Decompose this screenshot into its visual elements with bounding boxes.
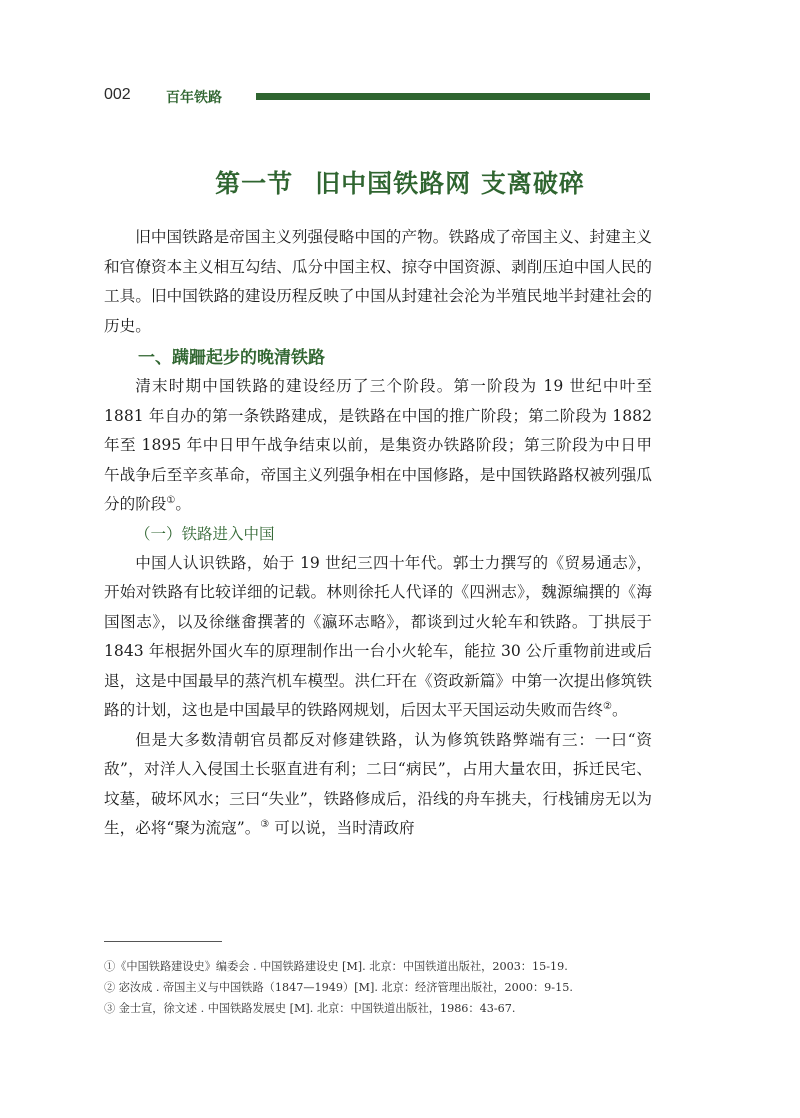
footnote-ref-1[interactable]: ① [166,494,176,506]
subsubsection-paragraph [104,549,652,726]
paragraph-text-cont: 可以说，当时清政府 [269,819,415,837]
footnote-rule [104,941,222,942]
footnote-ref-2[interactable]: ② [603,700,612,712]
subsubsection-heading: （一）铁路进入中国 [135,524,275,543]
paragraph-end: 。 [175,495,191,513]
footnote-3: ③ 金士宣，徐文述 . 中国铁路发展史 [M]. 北京：中国铁道出版社，1986：43-67. [104,1002,516,1015]
intro-paragraph: 旧中国铁路是帝国主义列强侵略中国的产物。铁路成了帝国主义、封建主义和官僚资本主义相互勾结、瓜分中国主权、掠夺中国资源、剥削压迫中国人民的工具。旧中国铁路的建设历程反映了中国从封建社会沦为半殖民地半封建社会的历史。 [104,228,652,335]
section-title-text: 旧中国铁路网 支离破碎 [315,169,585,198]
footnotes [104,956,664,1019]
footnote-ref-3[interactable]: ③ [260,818,270,830]
footnote-2: ② 宓汝成 . 帝国主义与中国铁路（1847—1949）[M]. 北京：经济管理出版社，2000：9-15. [104,981,573,994]
header-rule [256,93,650,100]
paragraph-text: 清末时期中国铁路的建设经历了三个阶段。第一阶段为 19 世纪中叶至 1881 年自办的第一条铁路建成，是铁路在中国的推广阶段；第二阶段为 1882 年至 1895 年中日甲午战争结束以前，是集资办铁路阶段；第三阶段为中日甲午战争后至辛亥革命，帝国主义列强争相在中国修路，是中国铁路路权被列强瓜分的阶段 [104,377,652,513]
page-number: 002 [104,86,131,103]
paragraph-end: 。 [611,701,628,719]
paragraph-text: 中国人认识铁路，始于 19 世纪三四十年代。郭士力撰写的《贸易通志》，开始对铁路有比较详细的记载。林则徐托人代译的《四洲志》，魏源编撰的《海国图志》，以及徐继畬撰著的《瀛环志略》，都谈到过火轮车和铁路。丁拱辰于 1843 年根据外国火车的原理制作出一台小火轮车，能拉 30 公斤重物前进或后退，这是中国最早的蒸汽机车模型。洪仁玕在《资政新篇》中第一次提出修筑铁路的计划，这也是中国最早的铁路网规划，后因太平天国运动失败而告终 [104,553,652,719]
page-header [104,86,650,110]
objection-paragraph [104,726,652,844]
section-title [0,164,800,200]
subsection-heading: 一、蹒跚起步的晚清铁路 [138,348,325,368]
paragraph-text: 但是大多数清朝官员都反对修建铁路，认为修筑铁路弊端有三：一曰“资敌”，对洋人入侵国土长驱直进有利；二曰“病民”，占用大量农田，拆迁民宅、坟墓，破坏风水；三曰“失业”，铁路修成后，沿线的舟车挑夫，行栈铺房无以为生，必将“聚为流寇”。 [104,730,652,837]
subsection-paragraph [104,372,652,520]
section-number: 第一节 [215,169,294,198]
body-text [104,223,652,844]
footnote-1: ①《中国铁路建设史》编委会 . 中国铁路建设史 [M]. 北京：中国铁道出版社，2003：15-19. [104,960,568,973]
book-title: 百年铁路 [166,90,222,106]
